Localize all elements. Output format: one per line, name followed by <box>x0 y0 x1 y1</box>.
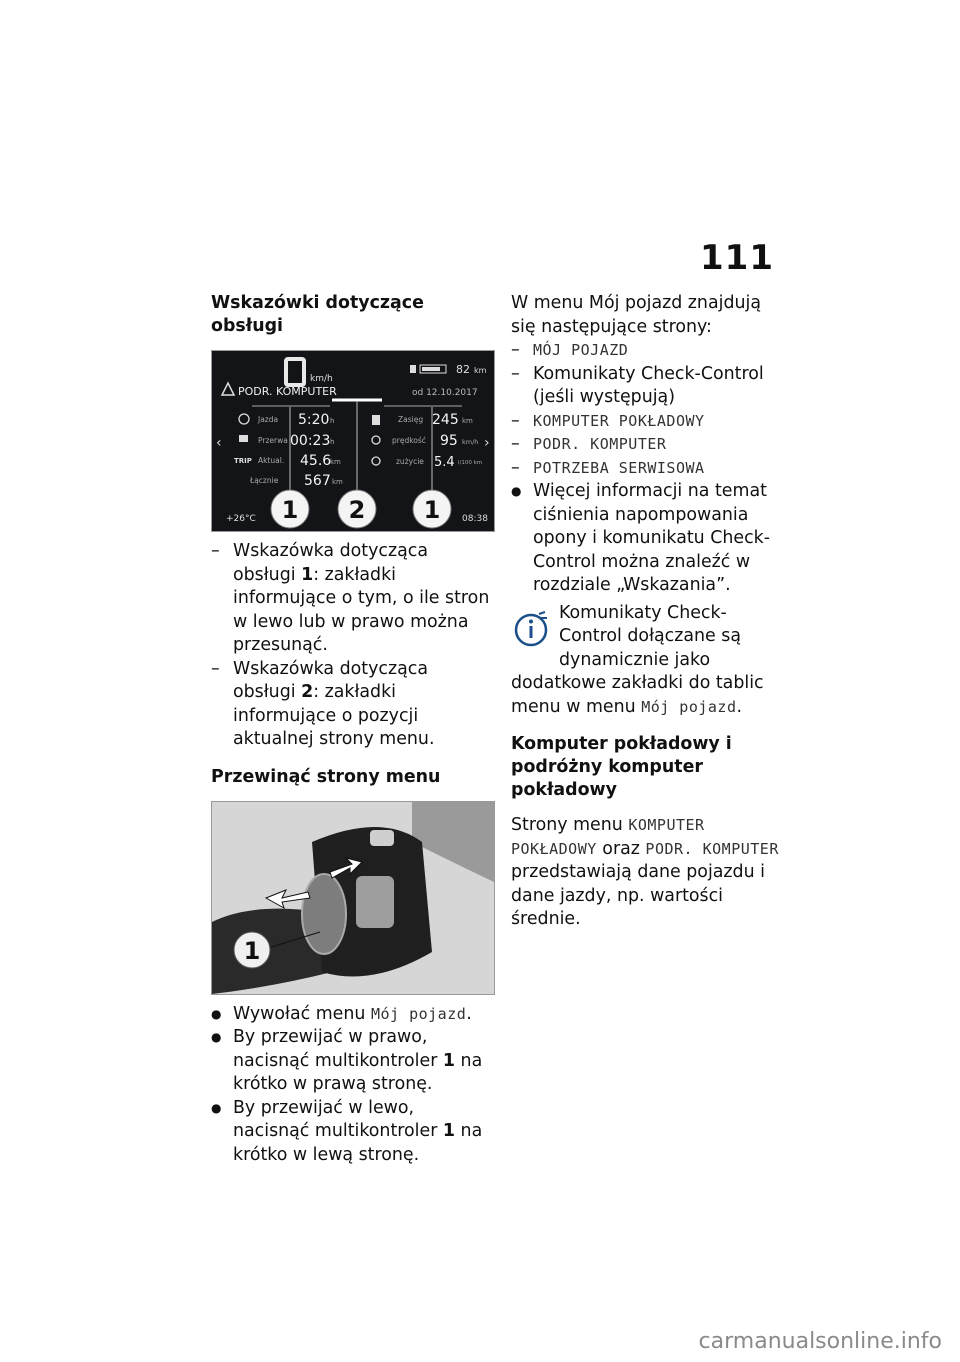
svg-text:Przerwa: Przerwa <box>258 436 288 445</box>
svg-text:zużycie: zużycie <box>396 457 424 466</box>
svg-text:h: h <box>330 438 335 446</box>
callout-1-handle: 1 <box>243 936 261 965</box>
callout-2: 2 <box>348 496 366 524</box>
list-item: – POTRZEBA SERWISOWA <box>511 457 783 481</box>
heading-onboard-computer: Komputer pokładowy i podróżny komputer pokładowy <box>511 734 732 800</box>
callout-1-left: 1 <box>281 496 299 524</box>
tips-list <box>211 540 493 752</box>
chevron-right-icon: › <box>484 435 490 451</box>
speed-unit: km/h <box>310 374 333 384</box>
list-item: – PODR. KOMPUTER <box>511 433 783 457</box>
coffee-icon <box>239 435 248 442</box>
svg-text:245: 245 <box>432 412 459 428</box>
right-column <box>511 292 783 932</box>
list-item: ● By przewijać w prawo, nacisnąć multikontroler 1 na krótko w prawą stronę. <box>211 1026 493 1097</box>
svg-text:5.4: 5.4 <box>434 455 455 470</box>
svg-text:Zasięg: Zasięg <box>398 415 424 424</box>
list-item: – KOMPUTER POKŁADOWY <box>511 410 783 434</box>
heading-operating-tips: Wskazówki dotyczące obsługi <box>211 293 424 336</box>
menu-button-icon <box>370 830 394 846</box>
svg-text:00:23: 00:23 <box>290 433 331 449</box>
watermark: carmanualsonline.info <box>698 1329 942 1354</box>
list-item: – Komunikaty Check-Control (jeśli występują) <box>511 363 783 410</box>
onboard-computer-text: Strony menu KOMPUTER POKŁADOWY oraz PODR. KOMPUTER przedstawiają dane pojazdu i dane jazdy, np. wartości średnie. <box>511 815 779 929</box>
menu-title: PODR. KOMPUTER <box>238 385 337 398</box>
multicontroller-button <box>356 876 394 928</box>
clock: 08:38 <box>462 514 488 524</box>
scroll-steps-list <box>211 1003 493 1168</box>
svg-text:prędkość: prędkość <box>392 436 426 445</box>
multicontroller-wheel <box>302 874 346 954</box>
fuel-pump-icon <box>372 415 380 425</box>
list-item: ● By przewijać w lewo, nacisnąć multikontroler 1 na krótko w lewą stronę. <box>211 1097 493 1168</box>
svg-text:5:20: 5:20 <box>298 412 330 428</box>
info-bullet-list <box>511 480 783 598</box>
trip-icon: TRIP <box>234 457 252 465</box>
svg-text:567: 567 <box>304 473 331 489</box>
svg-text:45.6: 45.6 <box>300 453 332 469</box>
svg-text:h: h <box>330 417 335 425</box>
date-label: od 12.10.2017 <box>412 388 478 398</box>
svg-text:l/100 km: l/100 km <box>458 460 483 466</box>
left-column <box>211 292 493 1167</box>
menu-pages-list <box>511 339 783 480</box>
svg-text:km: km <box>330 458 341 466</box>
callout-1-right: 1 <box>423 496 441 524</box>
intro-text: W menu Mój pojazd znajdują się następujące strony: <box>511 293 761 337</box>
chevron-left-icon: ‹ <box>216 435 222 451</box>
list-item: – MÓJ POJAZD <box>511 339 783 363</box>
info-icon <box>511 608 551 648</box>
fuel-icon <box>410 365 416 373</box>
list-item: – Wskazówka dotycząca obsługi 2: zakładki informujące o pozycji aktualnej strony menu. <box>211 658 493 752</box>
svg-text:km/h: km/h <box>462 438 479 446</box>
svg-text:Aktual.: Aktual. <box>258 456 285 465</box>
svg-text:95: 95 <box>440 433 458 449</box>
list-item: – Wskazówka dotycząca obsługi 1: zakładki informujące o tym, o ile stron w lewo lub w prawo można przesunąć. <box>211 540 493 658</box>
svg-text:Jazda: Jazda <box>258 415 279 424</box>
dashboard-figure <box>211 350 495 532</box>
range-value: 82 <box>456 363 470 376</box>
svg-text:Łącznie: Łącznie <box>250 476 279 485</box>
range-unit: km <box>474 366 487 375</box>
handlebar-figure <box>211 801 495 995</box>
list-item: ● Więcej informacji na temat ciśnienia napompowania opony i komunikatu Check-Control można znaleźć w rozdziale „Wskazania”. <box>511 480 783 598</box>
info-note: Komunikaty Check-Control dołączane są dynamicznie jako dodatkowe zakładki do tablic menu w menu Mój pojazd. <box>511 602 764 717</box>
page-number: 111 <box>700 238 774 278</box>
temperature: +26°C <box>226 514 256 524</box>
list-item: ● Wywołać menu Mój pojazd. <box>211 1003 493 1027</box>
svg-text:km: km <box>462 417 473 425</box>
svg-text:km: km <box>332 478 343 486</box>
heading-scroll-pages: Przewinąć strony menu <box>211 766 441 787</box>
